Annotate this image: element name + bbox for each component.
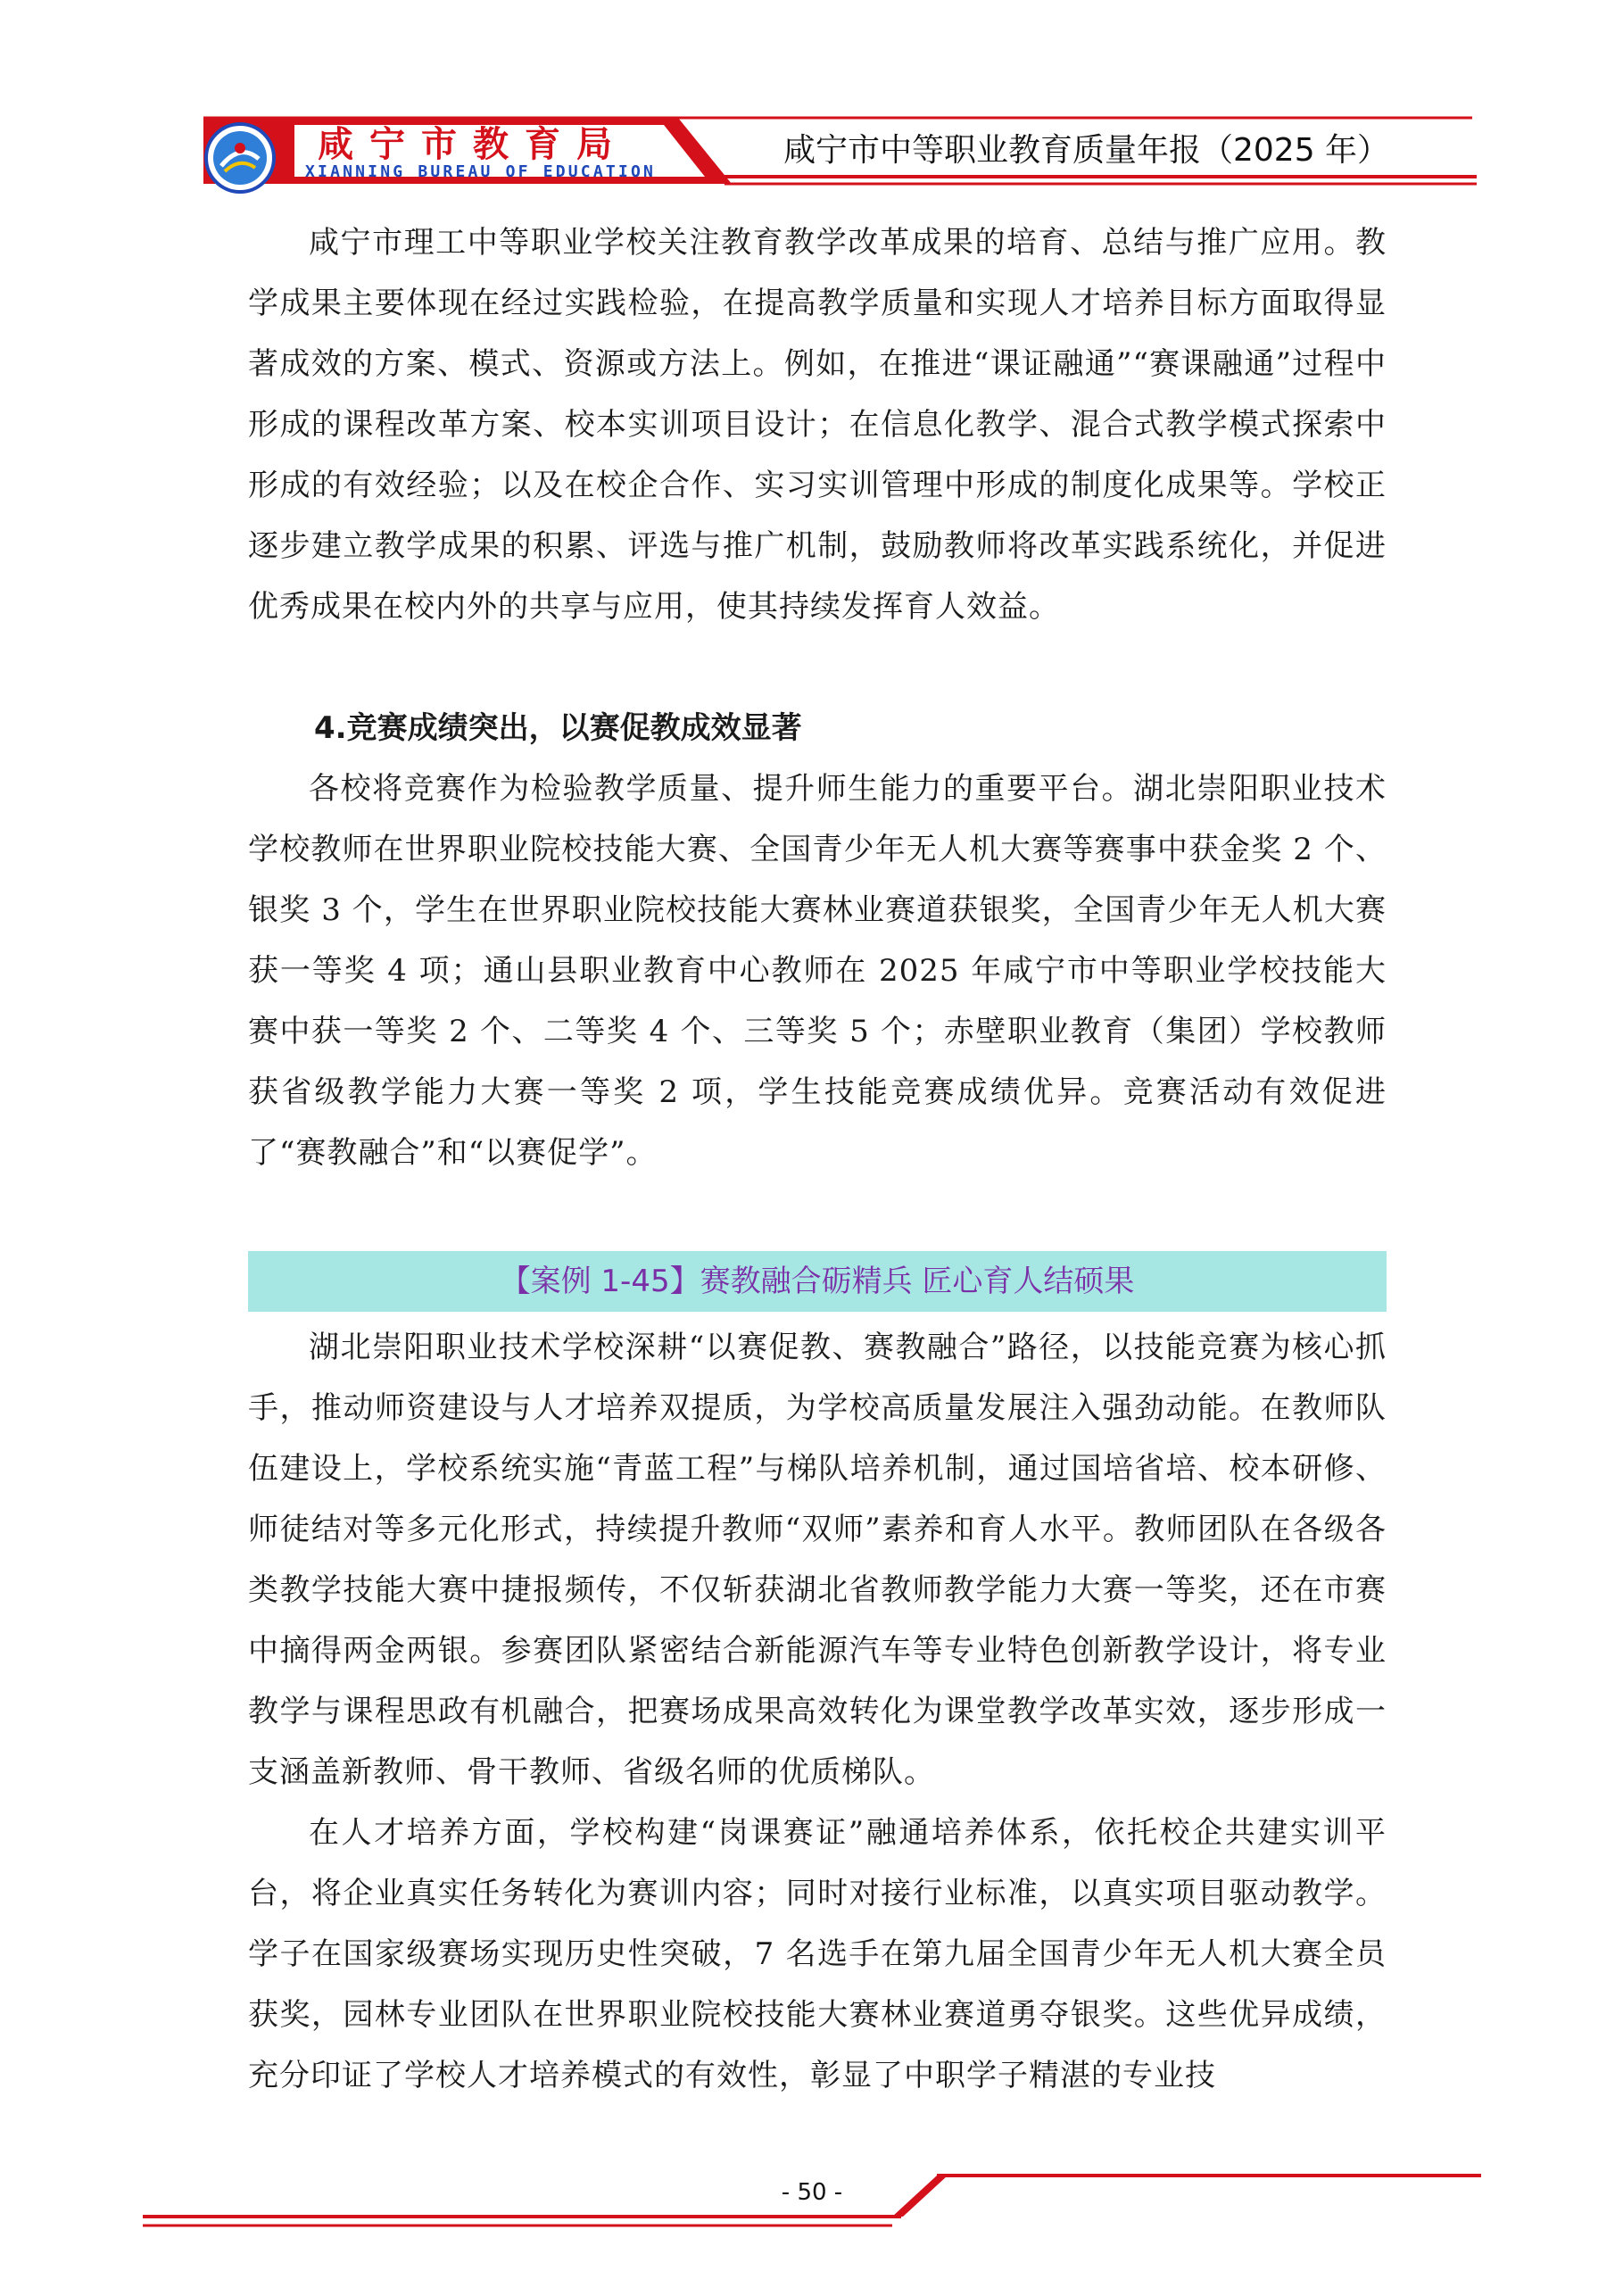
section-heading: 4.竞赛成绩突出，以赛促教成效显著 xyxy=(314,710,802,746)
org-name-cn: 咸宁市教育局 xyxy=(318,123,628,165)
education-bureau-logo-icon xyxy=(203,121,277,195)
page-number: - 50 - xyxy=(781,2179,843,2206)
org-name-en: XIANNING BUREAU OF EDUCATION xyxy=(305,162,657,181)
paragraph-case-1: 湖北崇阳职业技术学校深耕“以赛促教、赛教融合”路径，以技能竞赛为核心抓手，推动师资建设与人才培养双提质，为学校高质量发展注入强劲动能。在教师队伍建设上，学校系统实施“青蓝工程”与梯队培养机制，通过国培省培、校本研修、师徒结对等多元化形式，持续提升教师“双师”素养和育人水平。教师团队在各级各类教学技能大赛中捷报频传，不仅斩获湖北省教师教学能力大赛一等奖，还在市赛中摘得两金两银。参赛团队紧密结合新能源汽车等专业特色创新教学设计，将专业教学与课程思政有机融合，把赛场成果高效转化为课堂教学改革实效，逐步形成一支涵盖新教师、骨干教师、省级名师的优质梯队。 xyxy=(248,1330,1387,1790)
footer-rule-slant xyxy=(892,2176,948,2217)
page-header xyxy=(0,0,1623,196)
paragraph-case-2: 在人才培养方面，学校构建“岗课赛证”融通培养体系，依托校企共建实训平台，将企业真实任务转化为赛训内容；同时对接行业标准，以真实项目驱动教学。学子在国家级赛场实现历史性突破，7 名选手在第九届全国青少年无人机大赛全员获奖，园林专业团队在世界职业院校技能大赛林业赛道勇夺银奖。这些优异成绩，充分印证了学校人才培养模式的有效性，彰显了中职学子精湛的专业技 xyxy=(248,1815,1387,2093)
paragraph-section: 各校将竞赛作为检验教学质量、提升师生能力的重要平台。湖北崇阳职业技术学校教师在世界职业院校技能大赛、全国青少年无人机大赛等赛事中获金奖 2 个、银奖 3 个，学生在世界职业院校技能大赛林业赛道获银奖，全国青少年无人机大赛获一等奖 4 项；通山县职业教育中心教师在 2025 年咸宁市中等职业学校技能大赛中获一等奖 2 个、二等奖 4 个、三等奖 5 个；赤壁职业教育（集团）学校教师获省级教学能力大赛一等奖 2 项，学生技能竞赛成绩优异。竞赛活动有效促进了“赛教融合”和“以赛促学”。 xyxy=(248,771,1387,1171)
page-content xyxy=(248,212,1387,2106)
paragraph-intro: 咸宁市理工中等职业学校关注教育教学改革成果的培育、总结与推广应用。教学成果主要体现在经过实践检验，在提高教学质量和实现人才培养目标方面取得显著成效的方案、模式、资源或方法上。例如，在推进“课证融通”“赛课融通”过程中形成的课程改革方案、校本实训项目设计；在信息化教学、混合式教学模式探索中形成的有效经验；以及在校企合作、实习实训管理中形成的制度化成果等。学校正逐步建立教学成果的积累、评选与推广机制，鼓励教师将改革实践系统化，并促进优秀成果在校内外的共享与应用，使其持续发挥育人效益。 xyxy=(248,225,1387,625)
report-title: 咸宁市中等职业教育质量年报（2025 年） xyxy=(783,132,1390,169)
page-footer xyxy=(0,2142,1623,2249)
case-banner: 【案例 1-45】赛教融合砺精兵 匠心育人结硕果 xyxy=(248,1251,1387,1312)
